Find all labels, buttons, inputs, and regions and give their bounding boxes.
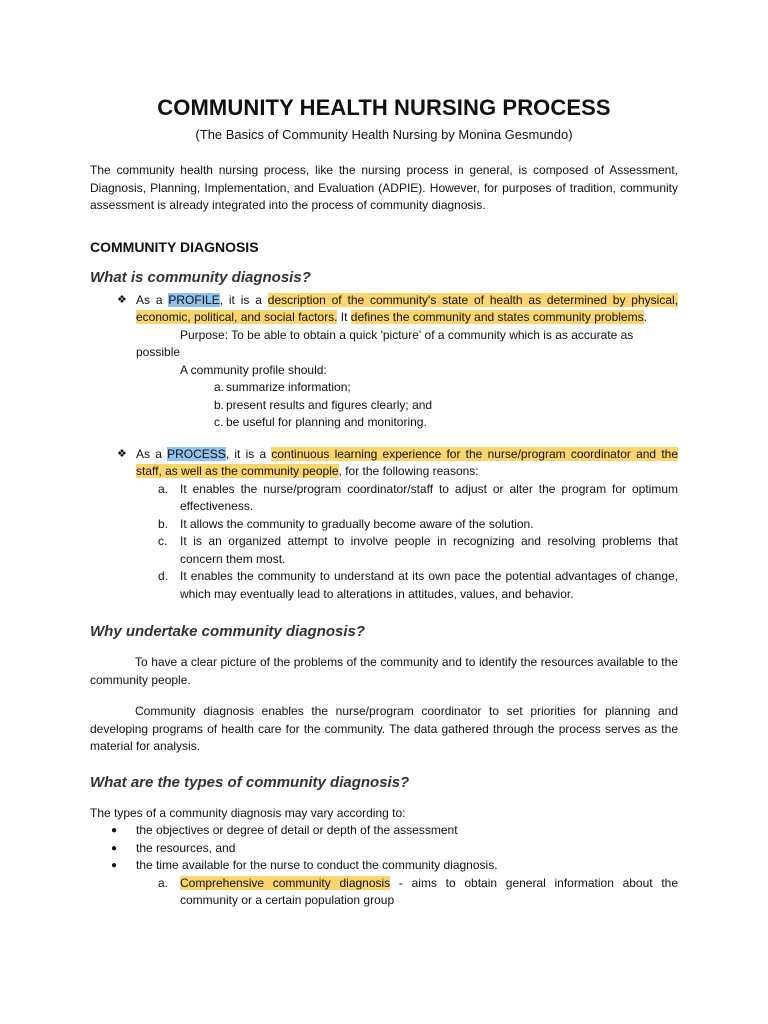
process-highlight: continuous learning experience for the nurse/program coordinator and the staff, as well as the community people [136, 446, 678, 478]
list-text: It enables the nurse/program coordinator/staff to adjust or alter the program for optimum effectiveness. [180, 481, 678, 513]
list-marker: a. [158, 481, 169, 496]
diamond-bullet-icon: ❖ [117, 447, 127, 460]
list-item [111, 857, 678, 875]
diamond-bullet-icon: ❖ [117, 293, 127, 306]
list-text: It allows the community to gradually become aware of the solution. [180, 516, 534, 531]
list-item [214, 397, 678, 415]
list-item [158, 533, 678, 568]
profile-purpose [90, 327, 678, 362]
page-subtitle: (The Basics of Community Health Nursing by Monina Gesmundo) [195, 127, 573, 142]
dot-bullet-icon: ● [111, 860, 118, 871]
list-marker: d. [158, 569, 169, 583]
types-bullet-list [90, 822, 678, 875]
list-text: present results and figures clearly; and [226, 397, 433, 412]
page-title: COMMUNITY HEALTH NURSING PROCESS [157, 95, 611, 120]
list-marker: a. [214, 380, 225, 394]
list-marker: a. [158, 875, 169, 890]
list-marker: c. [214, 415, 224, 429]
process-end: , for the following reasons: [338, 464, 479, 478]
question-what-is: What is community diagnosis? [90, 268, 311, 286]
why-paragraph-2: Community diagnosis enables the nurse/program coordinator to set priorities for planning and developing programs of health care for the community. The data gathered through the process serves as the material for analysis. [90, 704, 678, 753]
profile-highlight-2: defines the community and states community problems [350, 310, 644, 324]
list-item [214, 414, 678, 432]
profile-pre: As a [136, 292, 169, 307]
why-paragraph-1: To have a clear picture of the problems of the community and to identify the resources available to the community people. [90, 655, 678, 687]
profile-end: . [643, 310, 647, 324]
purpose-line-1: Purpose: To be able to obtain a quick 'picture' of a community which is as accurate as [180, 327, 634, 342]
list-item [111, 822, 678, 840]
process-tag: PROCESS [167, 446, 226, 461]
list-marker: b. [158, 516, 169, 531]
list-text: the time available for the nurse to conduct the community diagnosis. [136, 858, 498, 872]
profile-item [90, 292, 678, 327]
section-heading: COMMUNITY DIAGNOSIS [90, 238, 259, 255]
type-a-text: - aims to obtain general information about the community or a certain population group [180, 875, 678, 907]
process-pre: As a [136, 446, 168, 461]
list-item [158, 481, 678, 516]
list-text: the objectives or degree of detail or depth of the assessment [136, 823, 458, 837]
profile-list [90, 379, 678, 432]
types-alpha-list [90, 875, 678, 910]
process-mid: , it is a [225, 446, 272, 461]
question-why: Why undertake community diagnosis? [90, 623, 366, 640]
process-item [90, 446, 678, 481]
question-types: What are the types of community diagnosis? [90, 773, 410, 791]
profile-mid2: It [337, 310, 351, 324]
profile-highlight-1: description of the community's state of health as determined by physical, economic, political, and social factors. [136, 292, 678, 324]
list-text: summarize information; [226, 380, 351, 394]
purpose-line-2: possible [136, 345, 181, 359]
profile-mid: , it is a [219, 292, 268, 307]
list-marker: c. [158, 534, 168, 548]
process-reasons-list [90, 481, 678, 604]
list-item [111, 840, 678, 858]
dot-bullet-icon: ● [111, 825, 118, 836]
type-a-highlight: Comprehensive community diagnosis [180, 875, 391, 890]
dot-bullet-icon: ● [111, 842, 118, 854]
list-item [214, 379, 678, 397]
list-item [158, 875, 678, 910]
list-marker: b. [214, 397, 225, 412]
list-text: be useful for planning and monitoring. [226, 415, 427, 429]
list-text: It is an organized attempt to involve people in recognizing and resolving problems that concern them most. [180, 534, 678, 566]
list-text: It enables the community to understand at its own pace the potential advantages of change, which may eventually lead to alterations in attitudes, values, and behavior. [180, 569, 678, 601]
profile-should: A community profile should: [180, 362, 327, 377]
list-item [158, 568, 678, 603]
types-intro: The types of a community diagnosis may vary according to: [90, 805, 406, 820]
list-text: the resources, and [136, 840, 236, 855]
list-item [158, 516, 678, 534]
profile-tag: PROFILE [168, 292, 220, 307]
intro-paragraph: The community health nursing process, like the nursing process in general, is composed of Assessment, Diagnosis, Planning, Implementation, and Evaluation (ADPIE). However, for purposes of tradition, community assessment is already integrated into the process of community diagnosis. [90, 163, 678, 212]
